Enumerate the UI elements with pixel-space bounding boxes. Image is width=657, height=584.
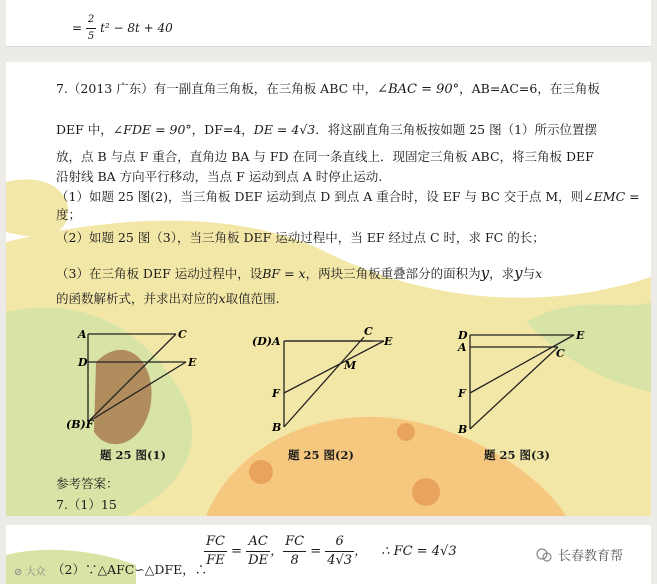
fraction-ac-de: [246, 533, 270, 570]
watermark-left: [14, 565, 46, 581]
fraction-fc-8: [283, 533, 306, 570]
watermark-left-text: 大众: [25, 567, 46, 578]
similarity-statement: ∵△AFC∽△DFE，∴: [84, 562, 208, 577]
math-x: x: [535, 266, 543, 281]
proportion-equation: [204, 533, 457, 570]
solution-card: [6, 525, 651, 584]
fraction-fc-fe: [204, 533, 227, 570]
fig1-label-c: C: [178, 328, 187, 341]
formula-rest: t² − 8t + 40: [100, 21, 173, 35]
brand-watermark: [536, 545, 623, 564]
fraction-denominator: DE: [248, 553, 269, 568]
fig3-label-a: A: [458, 341, 467, 354]
text-segment: ．将这副直角三角板按如题 25 图（1）所示位置摆: [315, 122, 598, 137]
text-segment: ，求: [489, 266, 515, 281]
text-segment: ，两块三角板重叠部分的面积为: [305, 266, 481, 281]
previous-solution-card: [6, 0, 651, 47]
math-angle-bac: ∠BAC = 90°: [377, 82, 460, 97]
fraction-6-4root3: [325, 533, 354, 570]
text-segment: ，AB=AC=6，在三角板: [459, 81, 600, 96]
fig2-label-da: (D)A: [252, 335, 281, 348]
fig2-label-c: C: [364, 325, 373, 338]
text-segment: 与: [522, 266, 536, 281]
fig3-label-c: C: [556, 347, 565, 360]
question-3-line-2: [56, 291, 280, 307]
math-angle-emc: ∠EMC =: [583, 189, 640, 204]
fig1-label-bf: (B)F: [66, 418, 94, 431]
question-2: （2）如题 25 图（3），当三角板 DEF 运动过程中，当 EF 经过点 C 时，求 FC 的长；: [56, 230, 545, 245]
problem-card: [6, 62, 651, 516]
problem-line-1: [56, 81, 600, 98]
text-segment: ，DF=4，: [191, 122, 254, 137]
bg-dot-3: [412, 478, 440, 506]
fraction-numerator: FC: [204, 533, 227, 552]
fig3-label-f: F: [458, 387, 466, 400]
answer-heading: 参考答案：: [56, 476, 119, 491]
fig3-label-d: D: [458, 329, 468, 342]
fig2-label-m: M: [344, 359, 357, 372]
figure-2-caption: 题 25 图(2): [288, 448, 354, 462]
math-x-2: x: [218, 291, 226, 306]
comma-2: ，: [354, 544, 368, 559]
text-segment: 的函数解析式，并求出对应的: [56, 291, 219, 306]
solution-label: （2）: [52, 562, 85, 577]
figure-2: [252, 325, 402, 435]
fraction-numerator: AC: [246, 533, 270, 552]
math-angle-fde: ∠FDE = 90°: [112, 122, 192, 137]
formula-numerator: 2: [86, 12, 96, 29]
fraction-numerator: 6: [325, 533, 354, 552]
bg-dot-1: [249, 460, 273, 484]
fig2-label-b: B: [272, 421, 282, 434]
fig2-label-f: F: [272, 387, 280, 400]
fraction-denominator: FE: [206, 553, 225, 568]
formula-fraction: [86, 12, 96, 45]
formula-denominator: 5: [87, 31, 95, 42]
formula-equals: =: [72, 21, 83, 35]
problem-line-4: 沿射线 BA 方向平行移动，当点 F 运动到点 A 时停止运动.: [56, 169, 383, 184]
watermark-left-icon: ⊘: [14, 567, 23, 578]
question-1-unit: 度；: [56, 207, 82, 222]
text-segment: （1）如题 25 图(2)，当三角板 DEF 运动到点 D 到点 A 重合时，设 EF 与 BC 交于点 M，则: [56, 189, 584, 204]
math-bf-x: BF = x: [262, 266, 306, 281]
figure-1-caption: 题 25 图(1): [100, 448, 166, 462]
wechat-icon: [536, 547, 552, 563]
quadratic-formula: [72, 12, 173, 45]
fig1-label-a: A: [78, 328, 87, 341]
text-segment: 取值范围.: [225, 291, 280, 306]
fig2-label-e: E: [384, 335, 393, 348]
solution-prefix: [52, 562, 207, 578]
figure-1: [66, 324, 216, 434]
question-1: [56, 189, 640, 205]
fig3-label-b: B: [458, 423, 468, 435]
fig1-label-d: D: [78, 356, 88, 369]
problem-line-3: 放，点 B 与点 F 重合，直角边 BA 与 FD 在同一条直线上．现固定三角板 ABC，将三角板 DEF: [56, 149, 594, 164]
equals-sign-2: =: [310, 544, 322, 559]
comma: ，: [270, 544, 284, 559]
text-segment: DEF 中，: [56, 122, 113, 137]
therefore-symbol: ∴: [381, 544, 390, 559]
answer-line-1: 7.（1）15: [56, 497, 117, 512]
fraction-denominator: 4√3: [327, 553, 353, 568]
fig3-label-e: E: [576, 329, 585, 342]
text-segment: （3）在三角板 DEF 运动过程中，设: [56, 266, 263, 281]
fc-result: FC = 4√3: [393, 544, 457, 559]
equals-sign: =: [231, 544, 243, 559]
brand-name: 长春教育帮: [558, 549, 624, 564]
math-de-length: DE = 4√3: [253, 122, 316, 137]
text-segment: 7.（2013 广东）有一副直角三角板，在三角板 ABC 中，: [56, 81, 378, 96]
problem-line-2: [56, 122, 597, 138]
question-3: [56, 265, 542, 282]
math-y: y: [480, 264, 490, 282]
math-y-2: y: [514, 264, 523, 282]
figure-3-caption: 题 25 图(3): [484, 448, 550, 462]
fig1-label-e: E: [188, 356, 197, 369]
figure-3: [448, 325, 598, 435]
fraction-numerator: FC: [283, 533, 306, 552]
fraction-denominator: 8: [290, 553, 299, 568]
